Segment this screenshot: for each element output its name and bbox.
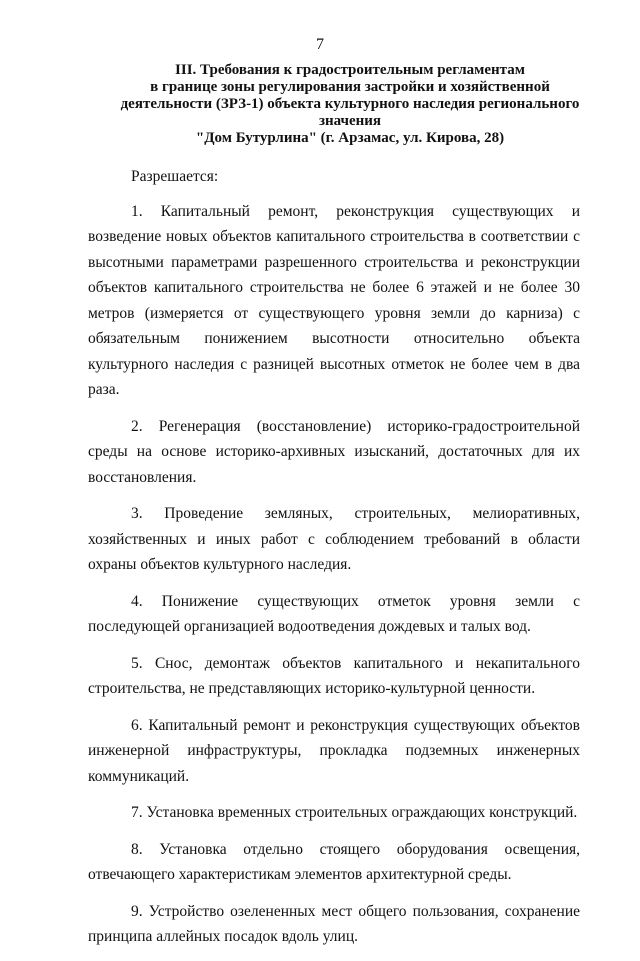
list-item-2: 2. Регенерация (восстановление) историко-градостроительной среды на основе историко-архивных изысканий, достаточных для их восстановления. (88, 417, 580, 486)
document-body (88, 164, 580, 961)
list-item-4: 4. Понижение существующих отметок уровня земли с последующей организацией водоотведения дождевых и талых вод. (88, 592, 580, 635)
list-item-7: 7. Установка временных строительных ограждающих конструкций. (131, 804, 578, 821)
list-item-8: 8. Установка отдельно стоящего оборудования освещения, отвечающего характеристикам элементов архитектурной среды. (88, 840, 580, 883)
heading-line: III. Требования к градостроительным регламентам (175, 62, 525, 78)
list-item-6: 6. Капитальный ремонт и реконструкция существующих объектов инженерной инфраструктуры, прокладка подземных инженерных коммуникаций. (88, 716, 580, 785)
heading-line: деятельности (ЗРЗ-1) объекта культурного наследия регионального (120, 96, 580, 112)
heading-line: значения (318, 113, 382, 129)
list-item-5: 5. Снос, демонтаж объектов капитального и некапитального строительства, не представляющих историко-культурной ценности. (88, 654, 580, 697)
list-item-3: 3. Проведение земляных, строительных, мелиоративных, хозяйственных и иных работ с соблюдением требований в области охраны объектов культурного наследия. (88, 505, 580, 573)
page-number: 7 (316, 36, 324, 53)
heading-line: в границе зоны регулирования застройки и хозяйственной (150, 79, 550, 95)
heading-line: "Дом Бутурлина" (г. Арзамас, ул. Кирова, 28) (195, 130, 505, 146)
list-item-1: 1. Капитальный ремонт, реконструкция существующих и возведение новых объектов капитального строительства в соответствии с высотными параметрами разрешенного строительства и реконструкции объектов капитального строительства не более 6 этажей и не более 30 метров (измеряется от существующего уровня земли до карниза) с обязательным понижением высотности относительно объекта культурного наследия с разницей высотных отметок не более чем в два раза. (88, 202, 580, 398)
section-heading (100, 62, 600, 147)
intro-paragraph: Разрешается: (131, 168, 219, 185)
list-item-9: 9. Устройство озелененных мест общего пользования, сохранение принципа аллейных посадок вдоль улиц. (88, 902, 580, 945)
